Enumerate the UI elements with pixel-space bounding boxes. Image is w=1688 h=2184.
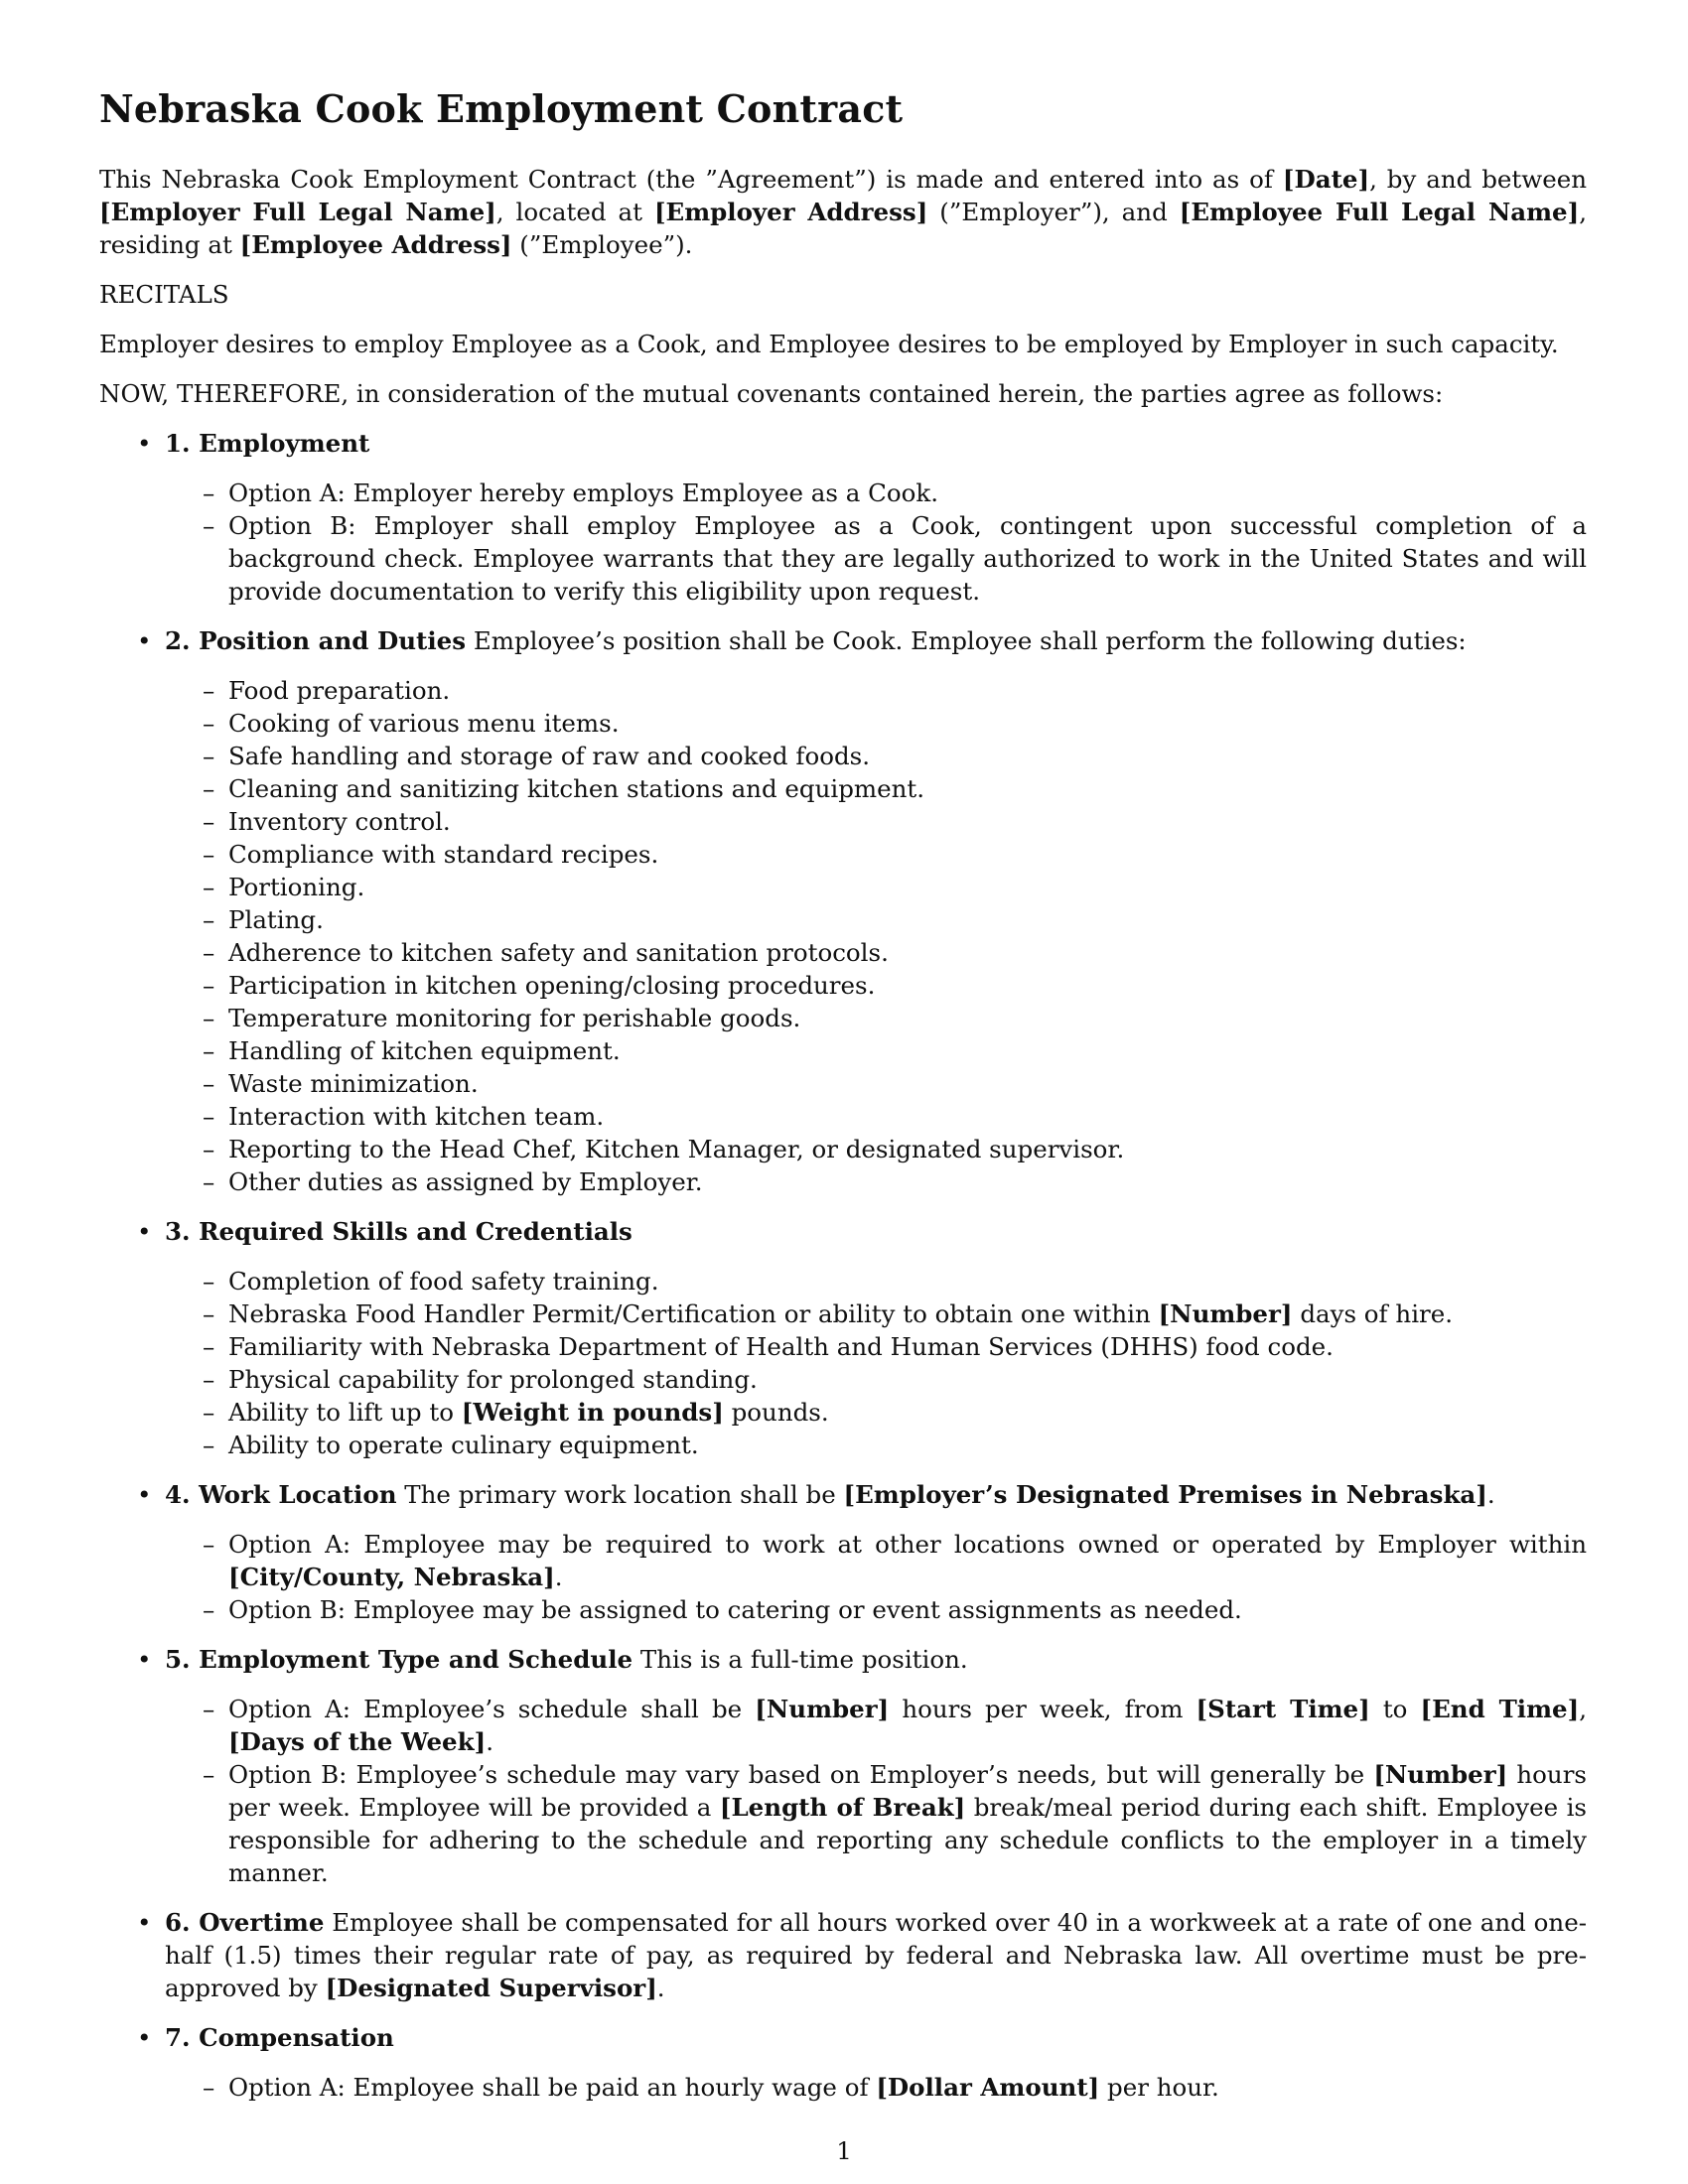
intro-text: , located at [495, 198, 654, 226]
end-time-placeholder: [End Time] [1420, 1695, 1580, 1723]
intro-text: , by and between [1369, 165, 1587, 194]
section-work-location [99, 1478, 1587, 1626]
section-text: The primary work location shall be [396, 1480, 844, 1509]
section-heading: 7. Compensation [165, 2023, 394, 2052]
item-text: hours per week. Employee will be provided a [228, 1760, 1587, 1822]
break-length-placeholder: [Length of Break] [719, 1793, 966, 1822]
employer-name-placeholder: [Employer Full Legal Name] [99, 198, 496, 226]
list-item: – Completion of food safety training. [165, 1265, 1587, 1297]
option-list [165, 1528, 1587, 1626]
intro-paragraph [99, 163, 1587, 261]
list-item: – Safe handling and storage of raw and cooked foods. [165, 740, 1587, 772]
list-item: – Temperature monitoring for perishable goods. [165, 1002, 1587, 1034]
item-text: to [1369, 1695, 1421, 1723]
option-item: – Option B: Employer shall employ Employee as a Cook, contingent upon successful completion of a background check. Employee warrants that they are legally authorized to work in the United States and will provide documentation to verify this eligibility upon request. [165, 509, 1587, 608]
employee-address-placeholder: [Employee Address] [239, 230, 512, 259]
item-text: days of hire. [1292, 1299, 1454, 1328]
section-compensation [99, 2021, 1587, 2104]
recitals-text: Employer desires to employ Employee as a Cook, and Employee desires to be employed by Employer in such capacity. [99, 330, 1559, 358]
section-heading: 6. Overtime [165, 1908, 325, 1937]
list-item: – Participation in kitchen opening/closing procedures. [165, 969, 1587, 1002]
intro-text: , residing at [99, 198, 1588, 259]
section-heading: 1. Employment [165, 429, 370, 458]
number-placeholder: [Number] [1373, 1760, 1508, 1789]
employer-address-placeholder: [Employer Address] [653, 198, 928, 226]
option-list [165, 1693, 1587, 1889]
list-item: – Physical capability for prolonged standing. [165, 1363, 1587, 1396]
number-placeholder: [Number] [755, 1695, 890, 1723]
start-time-placeholder: [Start Time] [1196, 1695, 1370, 1723]
list-item: – Plating. [165, 903, 1587, 936]
skills-list [165, 1265, 1587, 1461]
section-heading: 2. Position and Duties [165, 626, 467, 655]
section-overtime [99, 1906, 1587, 2004]
list-item: – Compliance with standard recipes. [165, 838, 1587, 871]
option-item: – Option B: Employee may be assigned to catering or event assignments as needed. [165, 1593, 1587, 1626]
section-text: Employee’s position shall be Cook. Employee shall perform the following duties: [466, 626, 1467, 655]
item-text: Nebraska Food Handler Permit/Certification or ability to obtain one within [228, 1299, 1159, 1328]
list-item: – Familiarity with Nebraska Department of Health and Human Services (DHHS) food code. [165, 1330, 1587, 1363]
section-employment [99, 427, 1587, 608]
now-therefore-text: NOW, THEREFORE, in consideration of the mutual covenants contained herein, the parties agree as follows: [99, 379, 1444, 408]
item-text: pounds. [723, 1398, 829, 1427]
item-text: Option B: Employee’s schedule may vary based on Employer’s needs, but will generally be [228, 1760, 1374, 1789]
option-item [165, 1528, 1587, 1593]
section-text: This is a full-time position. [633, 1645, 968, 1674]
premises-placeholder: [Employer’s Designated Premises in Nebraska] [843, 1480, 1487, 1509]
employee-name-placeholder: [Employee Full Legal Name] [1179, 198, 1580, 226]
item-text: hours per week, from [889, 1695, 1196, 1723]
days-placeholder: [Days of the Week] [228, 1727, 487, 1756]
list-item: – Adherence to kitchen safety and sanitation protocols. [165, 936, 1587, 969]
list-item: – Portioning. [165, 871, 1587, 903]
list-item: – Cooking of various menu items. [165, 707, 1587, 740]
section-text: Employee shall be compensated for all hours worked over 40 in a workweek at a rate of one and one-half (1.5) times their regular rate of pay, as required by federal and Nebraska law. All overtime must be pre-approved by [165, 1908, 1587, 2002]
intro-text: This Nebraska Cook Employment Contract (the ”Agreement”) is made and entered into as of [99, 165, 1283, 194]
item-text: , [1579, 1695, 1588, 1723]
item-text: . [486, 1727, 493, 1756]
dollar-amount-placeholder: [Dollar Amount] [876, 2073, 1100, 2102]
document-title: Nebraska Cook Employment Contract [99, 86, 904, 131]
section-text: . [1486, 1480, 1495, 1509]
list-item: – Interaction with kitchen team. [165, 1100, 1587, 1133]
list-item: – Other duties as assigned by Employer. [165, 1165, 1587, 1198]
section-skills-credentials [99, 1215, 1587, 1461]
section-heading: 5. Employment Type and Schedule [165, 1645, 633, 1674]
section-heading: 4. Work Location [165, 1480, 397, 1509]
document-page [99, 85, 1587, 2120]
option-item [165, 2071, 1587, 2104]
supervisor-placeholder: [Designated Supervisor] [325, 1974, 657, 2002]
item-text: Ability to lift up to [228, 1398, 462, 1427]
intro-text: (”Employer”), and [927, 198, 1180, 226]
list-item: – Reporting to the Head Chef, Kitchen Manager, or designated supervisor. [165, 1133, 1587, 1165]
item-text: break/meal period during each shift. Employee is responsible for adhering to the schedule and reporting any schedule conflicts to the employer in a timely manner. [228, 1793, 1587, 1887]
city-county-placeholder: [City/County, Nebraska] [228, 1563, 555, 1591]
number-placeholder: [Number] [1158, 1299, 1293, 1328]
item-text: . [554, 1563, 563, 1591]
contract-sections [99, 427, 1587, 2104]
duties-list [165, 674, 1587, 1198]
recitals-heading: RECITALS [99, 280, 229, 309]
section-position-duties [99, 624, 1587, 1198]
section-heading: 3. Required Skills and Credentials [165, 1217, 633, 1246]
list-item [165, 1396, 1587, 1429]
list-item: – Cleaning and sanitizing kitchen stations and equipment. [165, 772, 1587, 805]
item-text: Option A: Employee shall be paid an hourly wage of [228, 2073, 877, 2102]
list-item: – Ability to operate culinary equipment. [165, 1429, 1587, 1461]
section-text: . [656, 1974, 665, 2002]
option-list [165, 477, 1587, 608]
page-number: 1 [836, 2136, 852, 2165]
list-item: – Food preparation. [165, 674, 1587, 707]
intro-text: (”Employee”). [511, 230, 693, 259]
option-item: – Option A: Employer hereby employs Employee as a Cook. [165, 477, 1587, 509]
list-item: – Inventory control. [165, 805, 1587, 838]
date-placeholder: [Date] [1282, 165, 1370, 194]
list-item: – Waste minimization. [165, 1067, 1587, 1100]
list-item: – Handling of kitchen equipment. [165, 1034, 1587, 1067]
option-list [165, 2071, 1587, 2104]
item-text: Option A: Employee may be required to work at other locations owned or operated by Employer within [228, 1530, 1587, 1559]
option-item [165, 1758, 1587, 1889]
section-employment-schedule [99, 1643, 1587, 1889]
list-item [165, 1297, 1587, 1330]
weight-placeholder: [Weight in pounds] [461, 1398, 724, 1427]
item-text: Option A: Employee’s schedule shall be [228, 1695, 756, 1723]
option-item [165, 1693, 1587, 1758]
item-text: per hour. [1099, 2073, 1219, 2102]
